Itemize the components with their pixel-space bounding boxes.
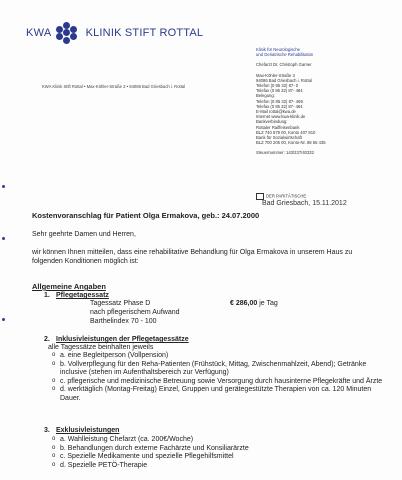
list-item: o d. werktäglich (Montag-Freitag) Einzel, Gruppen und gerätegestützte Therapien von ca. 120 Minuten Dauer. (52, 386, 384, 403)
letter-date: Bad Griesbach, 15.11.2012 (262, 200, 347, 207)
contact-line: 94086 Bad Griesbach i. Rottal (256, 77, 312, 83)
list-item: o c. pflegerische und medizinische Betreuung sowie Versorgung durch hausinterne Pflegekräfte und Ärzte (52, 378, 384, 387)
checkbox-icon (256, 193, 264, 200)
margin-dot-mark (2, 185, 5, 188)
item-number: 1. (44, 292, 50, 299)
inclusive-subtitle: alle Tagessätze beinhalten jeweils (48, 344, 154, 351)
contact-line: Telefon (0 85 32) 87- 0 (256, 83, 299, 89)
contact-line: BLZ 740 679 00, Konto 407 810 (256, 129, 316, 135)
item-number: 2. (44, 336, 50, 343)
logo-kwa-text: KWA (26, 27, 52, 39)
price-unit: je Tag (257, 300, 278, 307)
contact-line: E-Mail rottal@kwa.de (256, 109, 296, 115)
contact-line: Belegung: (256, 93, 275, 99)
logo-flower-icon (56, 22, 78, 44)
letter-subject: Kostenvoranschlag für Patient Olga Ermakova, geb.: 24.07.2000 (32, 211, 260, 220)
contact-line: Steuernummer: 143/237/40332 (256, 150, 314, 156)
letter-intro: wir können Ihnen mitteilen, dass eine rehabilitative Behandlung für Olga Ermakova in unserem Haus zu folgenden Konditionen möglich ist: (32, 249, 353, 265)
contact-line: Telefax (0 85 32) 87- 464 (256, 103, 303, 109)
contact-line: Chefarzt Dr. Christoph Garner (256, 62, 312, 68)
list-item: o b. Vollverpflegung für den Reha-Patienten (Frühstück, Mittag, Zwischenmahlzeit, Abend); Getränke inclusive (stehen im Aufenthaltsbereich zur Verfügung) (52, 361, 384, 378)
section-heading: Allgemeine Angaben (32, 282, 106, 291)
margin-dot-mark (2, 237, 5, 240)
contact-line: Telefax (0 85 32) 87- 484 (256, 88, 303, 94)
list-item: o c. Spezielle Medikamente und spezielle Pflegehilfsmittel (52, 453, 382, 462)
item-number: 3. (44, 427, 50, 434)
contact-line: BLZ 700 205 00, Konto-Nr. 88 55 435 (256, 140, 326, 146)
list-item: o a. eine Begleitperson (Vollpension) (52, 352, 384, 361)
contact-line: Rottaler Raiffeisenbank (256, 124, 300, 130)
contact-line: Telefon (0 85 32) 87- 469 (256, 98, 303, 104)
inclusive-list (52, 352, 384, 403)
sender-address-line: KWA Klinik Stift Rottal • Max-Köhler-Straße 3 • 94086 Bad Griesbach i. Rottal (42, 84, 186, 89)
logo-clinic-name: KLINIK STIFT ROTTAL (85, 27, 204, 39)
item-title-inklusivleistungen: Inklusivleistungen der Pflegetagessätze (56, 336, 189, 343)
list-item: o a. Wahlleistung Chefarzt (ca. 200€/Woche) (52, 436, 382, 445)
list-item: o b. Behandlungen durch externe Fachärzte und Konsiliarärzte (52, 445, 382, 454)
rate-line: Tagessatz Phase D (90, 300, 151, 307)
rate-price (230, 300, 278, 307)
item-title-exklusivleistungen: Exklusivleistungen (56, 427, 120, 434)
contact-line: Bank für Sozialwirtschaft (256, 135, 302, 141)
exclusive-list (52, 436, 382, 470)
item-title-pflegetagessatz: Pflegetagessatz (56, 292, 109, 299)
contact-line: Klinik für Neurologische (256, 47, 300, 52)
clinic-logo (26, 22, 203, 44)
list-item: o d. Spezielle PETÖ-Therapie (52, 462, 382, 471)
contact-line: Bankverbindung: (256, 119, 288, 125)
letter-salutation: Sehr geehrte Damen und Herren, (32, 231, 136, 238)
paritaetische-checkbox-label (256, 193, 306, 200)
price-value: € 286,00 (230, 300, 258, 307)
box-label-text: DER PARITÄTISCHE (266, 193, 307, 199)
contact-line: Max-Köhler-Straße 3 (256, 72, 295, 78)
clinic-contact-block (256, 47, 402, 156)
contact-line: Internet www.kwa-klinik.de (256, 114, 306, 120)
rate-line: nach pflegerischem Aufwand (90, 309, 180, 316)
rate-line: Barthelindex 70 - 100 (90, 318, 157, 325)
contact-line: und Geriatrische Rehabilitation (256, 52, 314, 58)
margin-dot-mark (2, 318, 5, 321)
